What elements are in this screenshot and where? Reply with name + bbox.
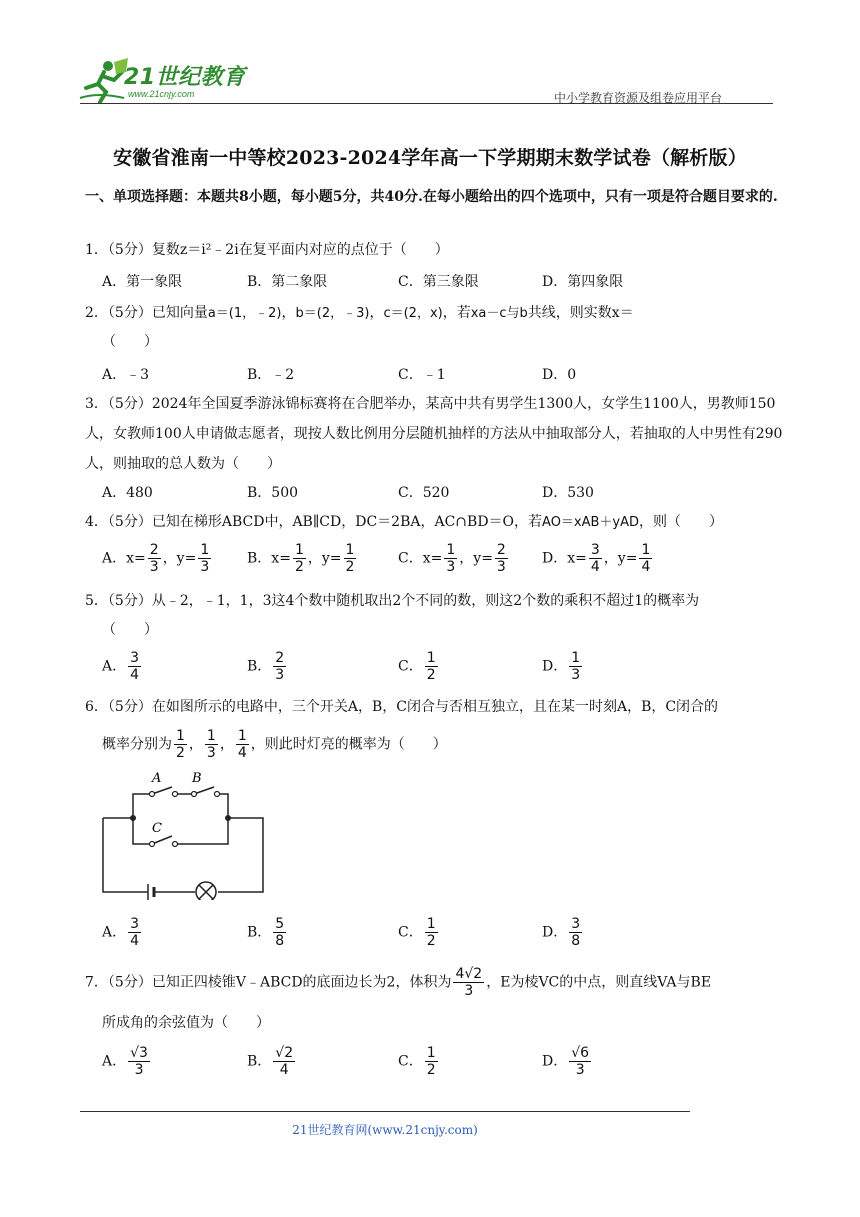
q3-option-a: A．480 (102, 485, 153, 501)
q6-option-d: D． $\frac{3}{8}$ (542, 916, 581, 949)
q6-option-b: B． $\frac{5}{8}$ (247, 916, 285, 949)
q-score: （5分） (107, 514, 152, 530)
runner-logo-icon (78, 58, 130, 104)
question-3 (85, 389, 785, 479)
vector-c: c＝(2，x) (383, 306, 443, 321)
q-num: 4． (85, 514, 108, 530)
section-heading: 一、单项选择题：本题共8小题，每小题5分，共40分.在每小题给出的四个选项中，只有一项是符合题目要求的. (85, 189, 778, 205)
q3-option-d: D．530 (542, 485, 594, 501)
q-score: （5分） (107, 242, 152, 258)
q3-option-c: C．520 (398, 485, 450, 501)
q-num: 6． (85, 699, 108, 715)
q7-option-a: A． $\frac{√3}{3}$ (102, 1045, 148, 1078)
page-title: 安徽省淮南一中等校2023-2024学年高一下学期期末数学试卷（解析版） (113, 147, 747, 169)
switch-label-c: C (152, 821, 162, 836)
q1-option-d: D．第四象限 (542, 274, 624, 290)
q4-option-b: B．x= $\frac{1}{2}$ ，y= $\frac{1}{2}$ (247, 542, 355, 575)
q2-option-b: B．﹣2 (247, 367, 295, 383)
q-score: （5分） (107, 305, 152, 321)
q5-paren: （ ） (102, 622, 158, 638)
q2-paren: （ ） (102, 334, 158, 350)
q2-option-c: C．﹣1 (398, 367, 446, 383)
question-2: 2．（5分）已知向量a＝(1，﹣2)，b＝(2，﹣3)，c＝(2，x)，若xa－c与b共线，则实数x＝ (85, 305, 634, 321)
circuit-diagram (100, 770, 270, 900)
question-5 (85, 586, 785, 616)
q-stem: 已知正四棱锥V﹣ABCD的底面边长为2，体积为 (151, 974, 452, 991)
question-6 (85, 692, 785, 722)
q2-option-a: A．﹣3 (102, 367, 150, 383)
switch-label-b: B (192, 771, 202, 786)
brand-name: 21世纪教育 (124, 65, 246, 90)
header-divider (80, 103, 773, 104)
q-num: 3． (85, 396, 108, 412)
volume-fraction: $\frac{4√2}{3}$ (455, 966, 483, 999)
vector-expression: xa－c与b (470, 306, 528, 321)
q-score: （5分） (107, 974, 152, 991)
q5-option-b: B． $\frac{2}{3}$ (247, 650, 285, 683)
q-stem: 共线，则实数x＝ (527, 305, 634, 321)
footer-link[interactable]: 21世纪教育网(www.21cnjy.com) (292, 1123, 478, 1137)
q7-option-b: B． $\frac{√2}{4}$ (247, 1045, 294, 1078)
q-stem: 2024年全国夏季游泳锦标赛将在合肥举办，某高中共有男学生1300人，女学生1100人，男教师150人，女教师100人申请做志愿者，现按人数比例用分层随机抽样的方法从中抽取部分人，若抽取的人中男性有290人，则抽取的总人数为（ ） (85, 396, 783, 472)
q-stem: 在如图所示的电路中，三个开关A，B，C闭合与否相互独立，且在某一时刻A，B，C闭合的 (151, 699, 719, 715)
vector-expression: AO＝xAB＋yAD (542, 515, 640, 530)
q-stem: 复数z＝i²﹣2i在复平面内对应的点位于（ ） (151, 242, 449, 258)
q-num: 7． (85, 974, 108, 991)
q-num: 2． (85, 305, 108, 321)
q4-option-d: D．x= $\frac{3}{4}$ ，y= $\frac{1}{4}$ (542, 542, 651, 575)
question-4 (85, 507, 785, 538)
q4-option-a: A．x= $\frac{2}{3}$ ，y= $\frac{1}{3}$ (102, 542, 210, 575)
q3-option-b: B．500 (247, 485, 299, 501)
question-7-line2: 所成角的余弦值为（ ） (102, 1015, 270, 1031)
vector-a: a＝(1，﹣2) (207, 306, 282, 321)
q4-option-c: C．x= $\frac{1}{3}$ ，y= $\frac{2}{3}$ (398, 542, 506, 575)
question-1 (85, 235, 785, 265)
q-num: 5． (85, 593, 108, 609)
brand-url: www.21cnjy.com (128, 89, 195, 99)
q-score: （5分） (107, 396, 152, 412)
q1-option-a: A．第一象限 (102, 274, 183, 290)
q-stem: 已知在梯形ABCD中，AB∥CD，DC＝2BA，AC∩BD＝O，若 (151, 514, 543, 530)
q-score: （5分） (107, 593, 152, 609)
q-stem: ，E为棱VC的中点，则直线VA与BE (486, 974, 712, 991)
q2-option-d: D．0 (542, 367, 577, 383)
q6-option-a: A． $\frac{3}{4}$ (102, 916, 140, 949)
footer-divider (80, 1111, 690, 1112)
q5-option-a: A． $\frac{3}{4}$ (102, 650, 140, 683)
q-stem: ，若 (442, 305, 471, 321)
vector-b: b＝(2，﹣3) (295, 306, 370, 321)
q-stem: 已知向量 (151, 305, 208, 321)
q1-option-b: B．第二象限 (247, 274, 328, 290)
q7-option-d: D． $\frac{√6}{3}$ (542, 1045, 590, 1078)
q7-option-c: C． $\frac{1}{2}$ (398, 1045, 436, 1078)
question-6-line2: 概率分别为 $\frac{1}{2}$ ， $\frac{1}{3}$ ， $\frac{1}{4}$ ，则此时灯亮的概率为（ ） (102, 728, 447, 761)
q-stem: 从﹣2，﹣1，1，3这4个数中随机取出2个不同的数，则这2个数的乘积不超过1的概率为 (151, 593, 700, 609)
q-stem: ，则（ ） (639, 514, 724, 530)
q1-option-c: C．第三象限 (398, 274, 479, 290)
switch-label-a: A (152, 771, 162, 786)
q6-option-c: C． $\frac{1}{2}$ (398, 916, 436, 949)
q-score: （5分） (107, 699, 152, 715)
platform-label: 中小学教育资源及组卷应用平台 (554, 91, 723, 105)
question-7 (85, 966, 785, 999)
q5-option-c: C． $\frac{1}{2}$ (398, 650, 436, 683)
q-num: 1． (85, 242, 108, 258)
q5-option-d: D． $\frac{1}{3}$ (542, 650, 581, 683)
